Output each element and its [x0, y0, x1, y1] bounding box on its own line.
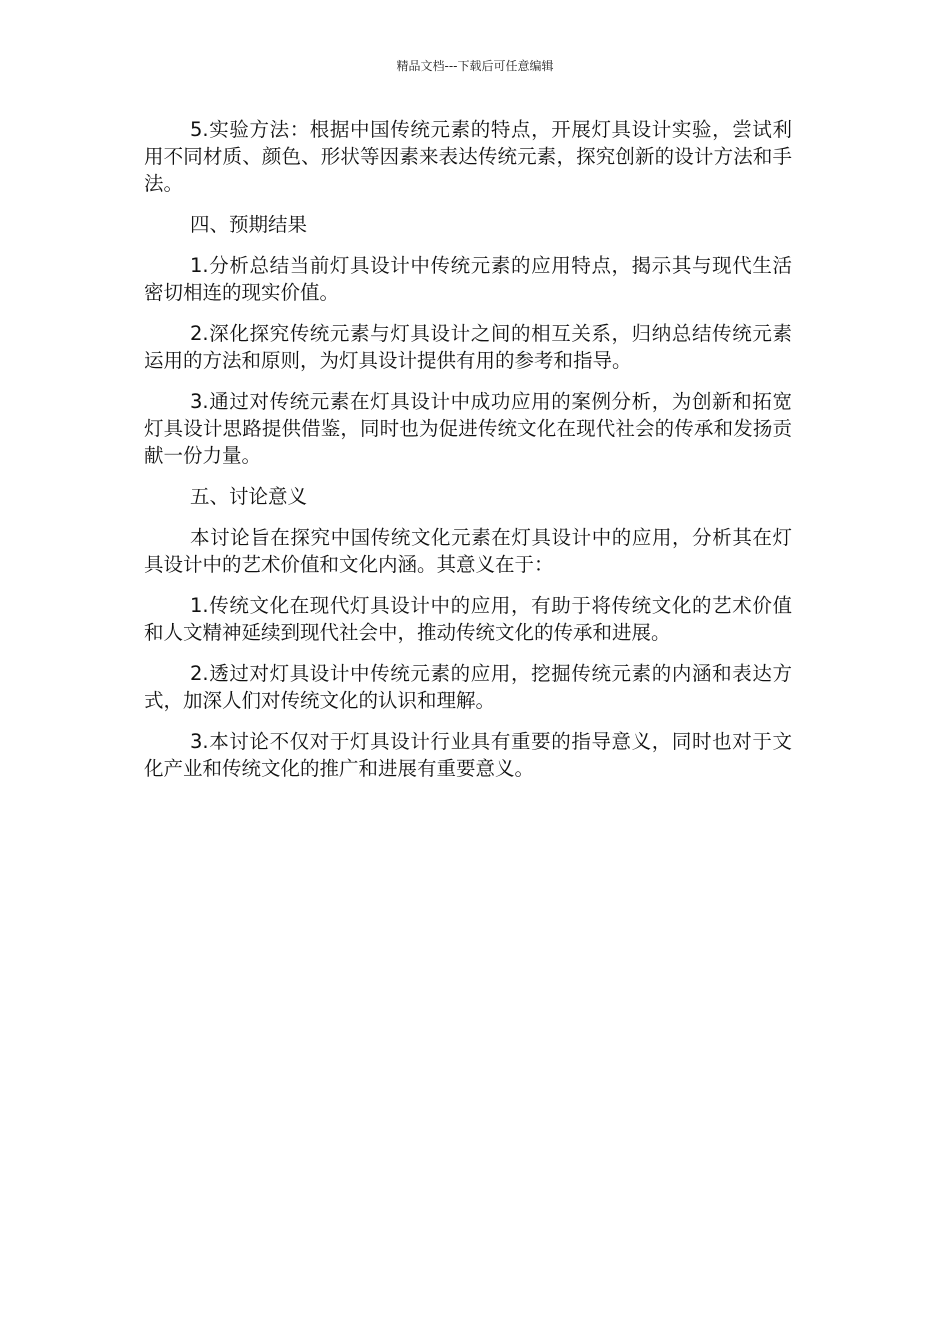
- paragraph-significance-1: 1.传统文化在现代灯具设计中的应用，有助于将传统文化的艺术价值和人文精神延续到现代社会中，推动传统文化的传承和进展。: [144, 594, 792, 644]
- paragraph-result-3: 3.通过对传统元素在灯具设计中成功应用的案例分析，为创新和拓宽灯具设计思路提供借鉴，同时也为促进传统文化在现代社会的传承和发扬贡献一份力量。: [144, 390, 792, 467]
- paragraph-result-1: 1.分析总结当前灯具设计中传统元素的应用特点，揭示其与现代生活密切相连的现实价值。: [144, 254, 792, 304]
- paragraph-significance-3: 3.本讨论不仅对于灯具设计行业具有重要的指导意义，同时也对于文化产业和传统文化的推广和进展有重要意义。: [144, 730, 792, 780]
- paragraph-significance-2: 2.透过对灯具设计中传统元素的应用，挖掘传统元素的内涵和表达方式，加深人们对传统文化的认识和理解。: [144, 662, 792, 712]
- paragraph-result-2: 2.深化探究传统元素与灯具设计之间的相互关系，归纳总结传统元素运用的方法和原则，为灯具设计提供有用的参考和指导。: [144, 322, 792, 372]
- section-heading-significance: 五、讨论意义: [190, 485, 308, 508]
- page-header: 精品文档---下载后可任意编辑: [396, 59, 554, 73]
- paragraph-experiment-method: 5.实验方法：根据中国传统元素的特点，开展灯具设计实验，尝试利用不同材质、颜色、形状等因素来表达传统元素，探究创新的设计方法和手法。: [144, 118, 792, 195]
- paragraph-significance-intro: 本讨论旨在探究中国传统文化元素在灯具设计中的应用，分析其在灯具设计中的艺术价值和文化内涵。其意义在于：: [144, 526, 792, 576]
- section-heading-expected-results: 四、预期结果: [190, 213, 308, 236]
- document-body: [144, 116, 792, 796]
